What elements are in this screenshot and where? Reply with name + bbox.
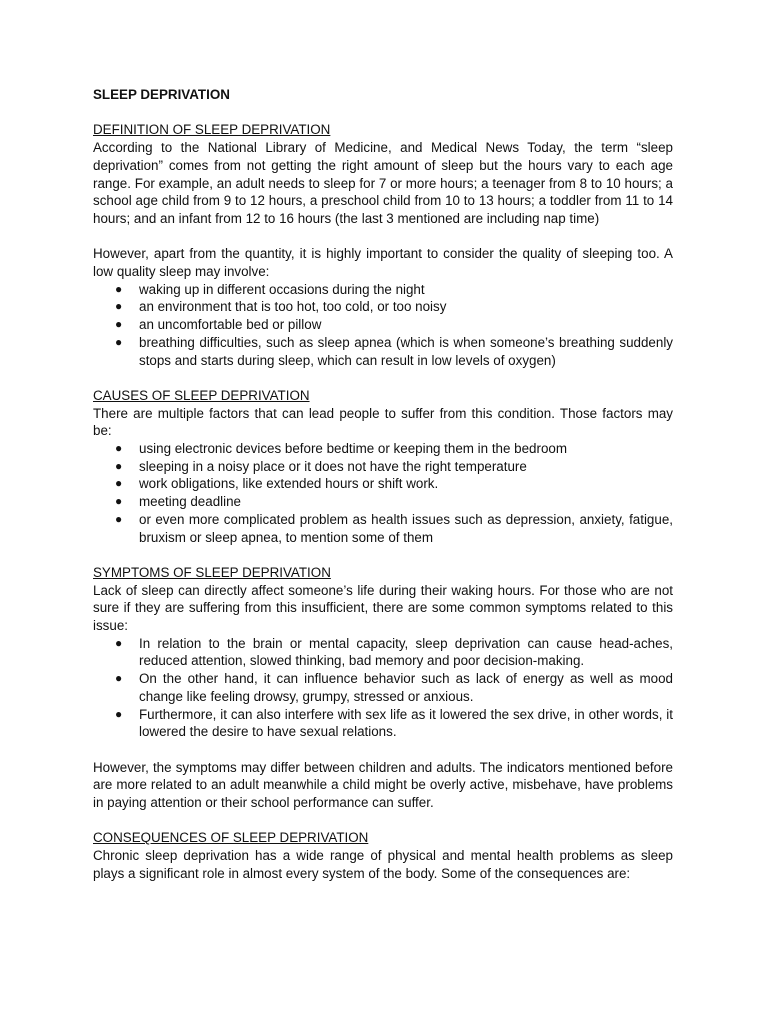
symptoms-bullet-list: [93, 635, 673, 741]
symptoms-differences-paragraph: However, the symptoms may differ between children and adults. The indicators mentioned before are more related to an adult meanwhile a child might be overly active, misbehave, have problems in paying attention or their school performance can suffer.: [93, 759, 673, 811]
section-heading-causes: CAUSES OF SLEEP DEPRIVATION: [93, 387, 310, 403]
bullet-icon: ●: [115, 671, 123, 686]
list-item: ● an environment that is too hot, too cold, or too noisy: [115, 299, 447, 315]
list-item: ● Furthermore, it can also interfere with sex life as it lowered the sex drive, in other words, it lowered the desire to have sexual relations.: [115, 706, 673, 740]
causes-paragraph: There are multiple factors that can lead people to suffer from this condition. Those factors may be:: [93, 405, 673, 439]
definition-paragraph: According to the National Library of Medicine, and Medical News Today, the term “sleep deprivation” comes from not getting the right amount of sleep but the hours vary to each age range. For example, an adult needs to sleep for 7 or more hours; a teenager from 8 to 10 hours; a school age child from 9 to 12 hours, a preschool child from 10 to 13 hours; a toddler from 11 to 14 hours; and an infant from 12 to 16 hours (the last 3 mentioned are including nap time): [93, 140, 673, 226]
list-item: ● meeting deadline: [115, 494, 241, 510]
bullet-icon: ●: [115, 458, 123, 473]
list-item: ● breathing difficulties, such as sleep apnea (which is when someone’s breathing suddenly stops and starts during sleep, which can result in low levels of oxygen): [115, 334, 673, 368]
bullet-icon: ●: [115, 494, 123, 509]
causes-bullet-list: [93, 440, 673, 546]
bullet-icon: ●: [115, 511, 123, 526]
document-title: SLEEP DEPRIVATION: [93, 87, 230, 102]
list-item: ● waking up in different occasions during the night: [115, 281, 425, 297]
list-item: ● using electronic devices before bedtime or keeping them in the bedroom: [115, 441, 568, 457]
list-item: ● sleeping in a noisy place or it does not have the right temperature: [115, 458, 527, 474]
bullet-icon: ●: [115, 635, 123, 650]
quality-paragraph: However, apart from the quantity, it is highly important to consider the quality of sleeping too. A low quality sleep may involve:: [93, 246, 673, 279]
section-heading-definition: DEFINITION OF SLEEP DEPRIVATION: [93, 122, 331, 138]
section-heading-symptoms: SYMPTOMS OF SLEEP DEPRIVATION: [93, 564, 331, 580]
list-item: ● an uncomfortable bed or pillow: [115, 317, 322, 333]
list-item: ● On the other hand, it can influence behavior such as lack of energy as well as mood change like feeling drowsy, grumpy, stressed or anxious.: [115, 671, 673, 704]
document-page: [93, 86, 673, 883]
symptoms-paragraph: Lack of sleep can directly affect someone’s life during their waking hours. For those who are not sure if they are suffering from this insufficient, there are some common symptoms related to this issue:: [93, 582, 673, 634]
bullet-icon: ●: [115, 334, 123, 349]
list-item: ● or even more complicated problem as health issues such as depression, anxiety, fatigue, bruxism or sleep apnea, to mention some of them: [115, 511, 673, 545]
list-item: ● work obligations, like extended hours or shift work.: [115, 476, 439, 492]
section-heading-consequences: CONSEQUENCES OF SLEEP DEPRIVATION: [93, 830, 369, 846]
bullet-icon: ●: [115, 281, 123, 296]
bullet-icon: ●: [115, 441, 123, 456]
consequences-paragraph: Chronic sleep deprivation has a wide range of physical and mental health problems as sleep plays a significant role in almost every system of the body. Some of the consequences are:: [93, 848, 673, 881]
bullet-icon: ●: [115, 317, 123, 332]
bullet-icon: ●: [115, 299, 123, 314]
list-item: ● In relation to the brain or mental capacity, sleep deprivation can cause head-aches, reduced attention, slowed thinking, bad memory and poor decision-making.: [115, 635, 673, 669]
quality-bullet-list: [93, 281, 673, 370]
bullet-icon: ●: [115, 476, 123, 491]
bullet-icon: ●: [115, 706, 123, 721]
